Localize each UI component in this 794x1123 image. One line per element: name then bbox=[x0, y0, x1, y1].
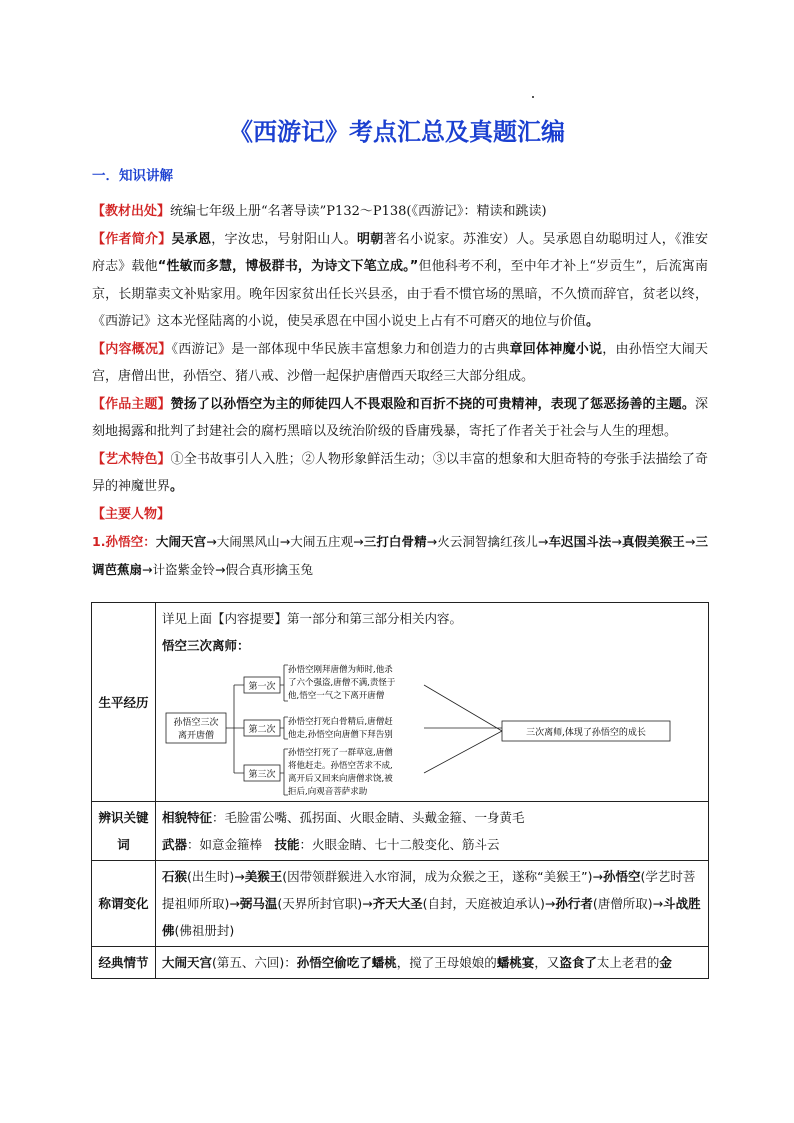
plot-segment: ，搅了王母娘娘的 bbox=[396, 955, 497, 970]
appearance-line bbox=[162, 804, 702, 831]
diagram-root-line: 离开唐僧 bbox=[177, 731, 215, 741]
row-label-titles: 称谓变化 bbox=[92, 861, 156, 947]
plot-segment: 三打白骨精 bbox=[363, 534, 427, 549]
diagram-tag: 第二次 bbox=[248, 725, 276, 735]
author-text: 著名小说家。苏淮安）人。吴承恩自幼聪明过人，《淮安府志》载他 bbox=[92, 231, 708, 274]
content-genre: 章回体神魔小说 bbox=[509, 341, 603, 357]
row-label-keywords bbox=[92, 802, 156, 861]
title-segment: 孙行者 bbox=[555, 896, 593, 911]
row-label-life: 生平经历 bbox=[92, 603, 156, 802]
plot-segment: 真假美猴王 bbox=[621, 534, 685, 549]
author-label: 【作者简介】 bbox=[92, 231, 172, 247]
title-segment: 齐天大圣 bbox=[372, 896, 423, 911]
title-segment: (自封，天庭被迫承认)→ bbox=[422, 896, 556, 911]
diagram-branch-line: 拒后,向观音菩萨求助 bbox=[288, 787, 368, 797]
author-dynasty: 明朝 bbox=[356, 231, 384, 247]
table-row bbox=[92, 947, 709, 979]
diagram-root-line: 孙悟空三次 bbox=[173, 718, 219, 728]
row-label-line: 词 bbox=[117, 837, 130, 852]
diagram-branch-line: 孙悟空刚拜唐僧为师时,他杀 bbox=[288, 665, 393, 675]
titles-text bbox=[162, 869, 701, 938]
content-paragraph bbox=[92, 336, 708, 391]
diagram-tag: 第一次 bbox=[248, 682, 276, 692]
scan-dot bbox=[532, 96, 534, 98]
plot-segment: 车迟国斗法 bbox=[548, 534, 612, 549]
plot-segment: 盗食了 bbox=[559, 955, 597, 970]
section-heading: 一．知识讲解 bbox=[92, 168, 173, 184]
textbook-text: 统编七年级上册“名著导读”P132～P138(《西游记》：精读和跳读) bbox=[170, 204, 547, 219]
row-label-plots: 经典情节 bbox=[92, 947, 156, 979]
author-text: 但他科考不利，至中年才补上“岁贡生”，后流寓南京，长期靠卖文补贴家用。晚年因家贫出任长兴县丞，由于看不惯官场的黑暗，不久愤而辞官，贫老以终，《西游记》这本光怪陆离的小说，使吴承恩在中国小说史上占有不可磨灭的地位与价值 bbox=[92, 259, 708, 329]
plot-segment: →计盗紫金铃→假合真形擒玉兔 bbox=[142, 561, 313, 577]
sunwukong-name: 1.孙悟空： bbox=[92, 534, 156, 549]
body-text bbox=[92, 198, 708, 583]
diagram-branch-line: 离开后又回来向唐僧求饶,被 bbox=[288, 774, 393, 784]
sunwukong-plot bbox=[92, 528, 708, 583]
appearance-text: ：毛脸雷公嘴、孤拐面、火眼金睛、头戴金箍、一身黄毛 bbox=[212, 810, 525, 825]
plot-segment: 蟠桃宴 bbox=[496, 955, 535, 970]
title-segment: 美猴王 bbox=[244, 869, 283, 884]
plot-segment: → bbox=[611, 534, 622, 549]
art-text: 。 bbox=[170, 479, 184, 494]
plot-segment: 三调芭蕉扇 bbox=[92, 534, 708, 577]
art-paragraph bbox=[92, 446, 708, 501]
plot-segment: →大闹黑风山→大闹五庄观→ bbox=[206, 534, 364, 549]
content-text: ，由孙悟空大闹天宫，唐僧出世，孙悟空、猪八戒、沙僧一起保护唐僧西天取经三大部分组成。 bbox=[92, 341, 708, 384]
plot-segment: 孙悟空偷吃了蟠桃 bbox=[296, 955, 397, 970]
title-segment: (唐僧所取)→ bbox=[592, 896, 664, 911]
author-text: 。 bbox=[586, 314, 600, 329]
plot-segment: (第五、六回)： bbox=[212, 955, 297, 970]
title-segment: (出生时)→ bbox=[187, 869, 245, 884]
theme-text: 深刻地揭露和批判了封建社会的腐朽黑暗以及统治阶级的昏庸残暴，寄托了作者关于社会与人生的理想。 bbox=[92, 396, 708, 439]
diagram-branch-line: 他走,孙悟空向唐僧下拜告别 bbox=[288, 730, 393, 740]
weapon-text: ：如意金箍棒 bbox=[187, 837, 275, 852]
author-paragraph bbox=[92, 226, 708, 336]
appearance-label: 相貌特征 bbox=[162, 810, 213, 825]
table-row bbox=[92, 861, 709, 947]
diagram-branch-line: 了六个强盗,唐僧不满,责怪于 bbox=[288, 678, 396, 688]
plot-segment: →火云洞智擒红孩儿→ bbox=[426, 534, 549, 549]
table-row bbox=[92, 603, 709, 802]
diagram-bracket bbox=[280, 717, 288, 739]
title-segment: (天界所封官职)→ bbox=[277, 896, 373, 911]
content-label: 【内容概况】 bbox=[92, 341, 172, 357]
title-segment: (因带领群猴进入水帘洞，成为众猴之王，遂称“美猴王”)→ bbox=[282, 869, 603, 884]
diagram-converge-lines bbox=[424, 685, 502, 773]
author-quote: “性敏而多慧，博极群书，为诗文下笔立成。” bbox=[157, 259, 419, 274]
art-text: ①全书故事引人入胜；②人物形象鲜活生动；③以丰富的想象和大胆奇特的夸张手法描绘了奇异的神魔世界 bbox=[92, 451, 708, 494]
diagram-branch-line: 他,悟空一气之下离开唐僧 bbox=[288, 691, 385, 701]
diagram-branch-line: 将他赶走。孙悟空苦求不成, bbox=[288, 761, 393, 771]
plot-segment: 金 bbox=[659, 955, 672, 970]
row-content-titles bbox=[156, 861, 709, 947]
weapon-label: 武器 bbox=[162, 837, 188, 852]
plot-segment: 太上老君的 bbox=[596, 955, 660, 970]
table-row bbox=[92, 802, 709, 861]
theme-text: 赞扬了以孙悟空为主的师徒四人不畏艰险和百折不挠的可贵精神，表现了惩恶扬善的主题。 bbox=[170, 396, 695, 412]
diagram-summary: 三次离师,体现了孙悟空的成长 bbox=[526, 728, 646, 738]
row-content-life bbox=[156, 603, 709, 802]
author-text: ，字汝忠，号射阳山人。 bbox=[211, 231, 357, 247]
textbook-label: 【教材出处】 bbox=[92, 204, 171, 219]
page-title: 《西游记》考点汇总及真题汇编 bbox=[229, 118, 565, 146]
diagram-branch-line: 孙悟空打死了一群草寇,唐僧 bbox=[288, 748, 393, 758]
sunwukong-table bbox=[91, 602, 709, 979]
title-segment: 弼马温 bbox=[239, 896, 278, 911]
art-label: 【艺术特色】 bbox=[92, 451, 171, 467]
author-name: 吴承恩 bbox=[171, 231, 212, 247]
characters-paragraph bbox=[92, 501, 708, 529]
weapon-skill-line bbox=[162, 831, 702, 858]
diagram-connector bbox=[226, 685, 244, 773]
plot-segment: 大闹天宫 bbox=[155, 534, 207, 549]
title-segment: 斗战胜佛 bbox=[162, 896, 701, 938]
title-segment: (学艺时菩提祖师所取)→ bbox=[162, 869, 696, 911]
textbook-paragraph bbox=[92, 198, 708, 226]
plot-segment: → bbox=[684, 534, 696, 549]
title-segment: 孙悟空 bbox=[602, 869, 641, 884]
theme-label: 【作品主题】 bbox=[92, 396, 171, 412]
life-line: 详见上面【内容提要】第一部分和第三部分相关内容。 bbox=[162, 611, 463, 626]
departure-diagram bbox=[162, 661, 702, 799]
title-segment: (佛祖册封) bbox=[174, 923, 235, 938]
row-content-keywords bbox=[156, 802, 709, 861]
skill-text: ：火眼金睛、七十二般变化、筋斗云 bbox=[299, 837, 500, 852]
life-subheading: 悟空三次离师： bbox=[162, 638, 250, 653]
theme-paragraph bbox=[92, 391, 708, 446]
content-text: 《西游记》是一部体现中华民族丰富想象力和创造力的古典 bbox=[171, 341, 510, 357]
row-content-plots bbox=[156, 947, 709, 979]
plot-segment: 大闹天宫 bbox=[162, 955, 213, 970]
diagram-branch-line: 孙悟空打死白骨精后,唐僧赶 bbox=[288, 717, 393, 727]
row-label-line: 辨识关键 bbox=[98, 810, 149, 825]
title-segment: 石猴 bbox=[162, 869, 188, 884]
diagram-tag: 第三次 bbox=[248, 770, 276, 780]
sunwukong-plot-list bbox=[92, 534, 708, 577]
diagram-bracket bbox=[280, 749, 288, 795]
plots-text bbox=[162, 955, 672, 970]
characters-label: 【主要人物】 bbox=[92, 506, 171, 522]
skill-label: 技能 bbox=[274, 837, 300, 852]
plot-segment: ，又 bbox=[534, 955, 560, 970]
diagram-bracket bbox=[280, 665, 288, 701]
